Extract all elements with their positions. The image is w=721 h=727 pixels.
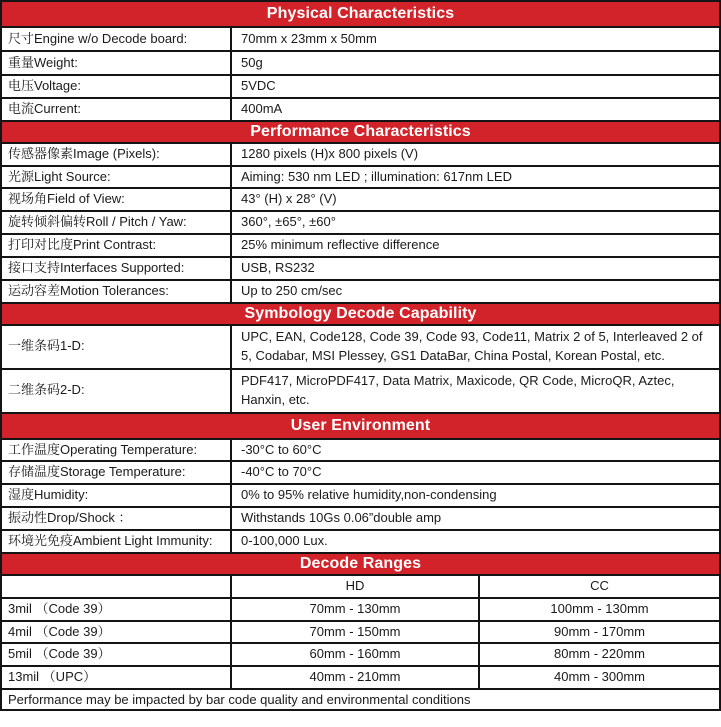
spec-value: 0% to 95% relative humidity,non-condensing bbox=[241, 487, 497, 503]
spec-label: 光源Light Source: bbox=[2, 167, 232, 188]
section-title: User Environment bbox=[290, 416, 431, 434]
spec-value: UPC, EAN, Code128, Code 39, Code 93, Code11, Matrix 2 of 5, Interleaved 2 of 5, Codabar, MSI Plessey, GS1 DataBar, China Postal, Korean Postal, etc. bbox=[241, 328, 703, 363]
spec-value: Up to 250 cm/sec bbox=[241, 282, 343, 298]
spec-value: 1280 pixels (H)x 800 pixels (V) bbox=[241, 145, 419, 161]
decode-header-empty bbox=[2, 576, 232, 597]
decode-label: 13mil （UPC） bbox=[2, 667, 232, 688]
spec-value: 360°, ±65°, ±60° bbox=[241, 214, 336, 230]
spec-row-operating-temp bbox=[2, 440, 719, 463]
spec-label: 电压Voltage: bbox=[2, 76, 232, 97]
spec-row-drop-shock bbox=[2, 508, 719, 531]
decode-row-3mil bbox=[2, 599, 719, 622]
spec-value: 0-100,000 Lux. bbox=[241, 532, 328, 548]
decode-label: 4mil （Code 39） bbox=[2, 622, 232, 643]
spec-row-ambient-light bbox=[2, 531, 719, 554]
decode-label: 5mil （Code 39） bbox=[2, 644, 232, 665]
decode-row-13mil bbox=[2, 667, 719, 690]
spec-row-weight bbox=[2, 52, 719, 76]
spec-label: 工作温度Operating Temperature: bbox=[2, 440, 232, 461]
spec-value: 5VDC bbox=[241, 78, 276, 93]
spec-label: 振动性Drop/Shock ： bbox=[2, 508, 232, 529]
decode-header-cc: CC bbox=[590, 577, 609, 593]
decode-cc-value: 100mm - 130mm bbox=[550, 600, 649, 616]
spec-label: 尺寸Engine w/o Decode board: bbox=[2, 28, 232, 50]
spec-row-field-of-view bbox=[2, 189, 719, 212]
decode-header-row bbox=[2, 576, 719, 599]
spec-row-light-source bbox=[2, 167, 719, 190]
spec-label: 湿度Humidity: bbox=[2, 485, 232, 506]
section-header-decode-ranges bbox=[2, 554, 719, 576]
spec-value: Aiming: 530 nm LED ; illumination: 617nm LED bbox=[241, 168, 512, 184]
spec-label: 存储温度Storage Temperature: bbox=[2, 462, 232, 483]
decode-cc-value: 80mm - 220mm bbox=[553, 646, 646, 662]
section-title: Physical Characteristics bbox=[266, 5, 455, 22]
spec-row-engine-size bbox=[2, 28, 719, 52]
spec-label: 视场角Field of View: bbox=[2, 189, 232, 210]
spec-label: 重量Weight: bbox=[2, 52, 232, 74]
spec-value: 25% minimum reflective difference bbox=[241, 237, 440, 253]
section-header-environment bbox=[2, 414, 719, 440]
spec-row-roll-pitch-yaw bbox=[2, 212, 719, 235]
spec-row-motion-tolerance bbox=[2, 281, 719, 304]
spec-label: 接口支持Interfaces Supported: bbox=[2, 258, 232, 279]
spec-row-interfaces bbox=[2, 258, 719, 281]
decode-header-hd: HD bbox=[232, 576, 480, 597]
spec-label: 打印对比度Print Contrast: bbox=[2, 235, 232, 256]
spec-row-current bbox=[2, 99, 719, 122]
decode-cc-value: 40mm - 300mm bbox=[553, 669, 646, 685]
spec-value: 70mm x 23mm x 50mm bbox=[241, 30, 377, 46]
spec-row-2d-codes bbox=[2, 370, 719, 414]
spec-value: USB, RS232 bbox=[241, 259, 315, 275]
spec-value: Withstands 10Gs 0.06”double amp bbox=[241, 510, 442, 526]
decode-hd-value: 70mm - 150mm bbox=[232, 622, 480, 643]
spec-value: 43° (H) x 28° (V) bbox=[241, 191, 337, 207]
decode-label: 3mil （Code 39） bbox=[2, 599, 232, 620]
spec-row-1d-codes bbox=[2, 326, 719, 370]
spec-value: PDF417, MicroPDF417, Data Matrix, Maxicode, QR Code, MicroQR, Aztec, Hanxin, etc. bbox=[241, 372, 675, 407]
decode-hd-value: 70mm - 130mm bbox=[232, 599, 480, 620]
spec-row-print-contrast bbox=[2, 235, 719, 258]
decode-cc-value: 90mm - 170mm bbox=[553, 623, 646, 639]
spec-row-humidity bbox=[2, 485, 719, 508]
spec-value: 400mA bbox=[241, 100, 283, 116]
spec-value: -40°C to 70°C bbox=[241, 464, 322, 480]
spec-label: 传感器像素Image (Pixels): bbox=[2, 144, 232, 165]
spec-label: 电流Current: bbox=[2, 99, 232, 120]
footer-note: Performance may be impacted by bar code quality and environmental conditions bbox=[8, 692, 471, 708]
spec-row-voltage bbox=[2, 76, 719, 99]
spec-label: 二维条码2-D: bbox=[2, 370, 232, 412]
decode-row-4mil bbox=[2, 622, 719, 645]
section-title: Performance Characteristics bbox=[250, 122, 471, 140]
spec-value: 50g bbox=[241, 54, 263, 70]
spec-row-storage-temp bbox=[2, 462, 719, 485]
decode-row-5mil bbox=[2, 644, 719, 667]
section-header-symbology bbox=[2, 304, 719, 326]
spec-label: 一维条码1-D: bbox=[2, 326, 232, 368]
section-header-performance bbox=[2, 122, 719, 144]
spec-label: 运动容差Motion Tolerances: bbox=[2, 281, 232, 302]
section-title: Symbology Decode Capability bbox=[244, 304, 477, 322]
section-title: Decode Ranges bbox=[299, 554, 422, 572]
section-header-physical bbox=[2, 2, 719, 28]
spec-label: 旋转倾斜偏转Roll / Pitch / Yaw: bbox=[2, 212, 232, 233]
decode-hd-value: 40mm - 210mm bbox=[232, 667, 480, 688]
decode-hd-value: 60mm - 160mm bbox=[232, 644, 480, 665]
spec-row-image-pixels bbox=[2, 144, 719, 167]
spec-value: -30°C to 60°C bbox=[241, 441, 322, 457]
spec-label: 环境光免疫Ambient Light Immunity: bbox=[2, 531, 232, 552]
